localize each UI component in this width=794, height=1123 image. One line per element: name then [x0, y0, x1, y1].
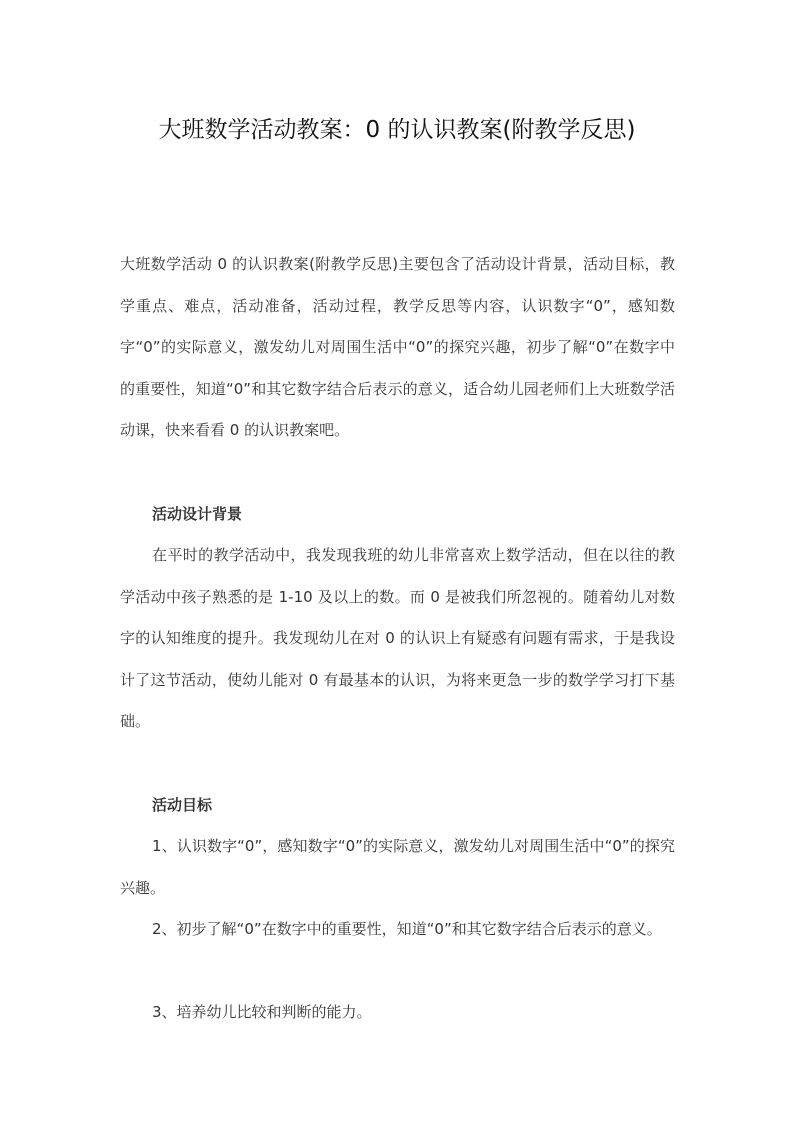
background-paragraph: 在平时的教学活动中，我发现我班的幼儿非常喜欢上数学活动，但在以往的教学活动中孩子熟悉的是 1-10 及以上的数。而 0 是被我们所忽视的。随着幼儿对数字的认知维度的提升。我发现幼儿在对 0 的认识上有疑惑有问题有需求，于是我设计了这节活动，使幼儿能对 0 有最基本的认识，为将来更急一步的数学学习打下基础。: [120, 546, 675, 730]
section-heading-goals: 活动目标: [152, 796, 213, 814]
goal-item-1: 1、认识数字“0”，感知数字“0”的实际意义，激发幼儿对周围生活中“0”的探究兴趣。: [120, 837, 675, 897]
section-heading-background: 活动设计背景: [152, 505, 243, 523]
goal-item-3: 3、培养幼儿比较和判断的能力。: [152, 1003, 372, 1021]
document-title: 大班数学活动教案：0 的认识教案(附教学反思): [158, 117, 636, 143]
intro-paragraph: 大班数学活动 0 的认识教案(附教学反思)主要包含了活动设计背景，活动目标，教学重点、难点，活动准备，活动过程，教学反思等内容，认识数字“0”，感知数字“0”的实际意义，激发幼儿对周围生活中“0”的探究兴趣，初步了解“0”在数字中的重要性，知道“0”和其它数字结合后表示的意义，适合幼儿园老师们上大班数学活动课，快来看看 0 的认识教案吧。: [120, 255, 675, 439]
goal-item-2: 2、初步了解“0”在数字中的重要性，知道“0”和其它数字结合后表示的意义。: [152, 920, 662, 938]
